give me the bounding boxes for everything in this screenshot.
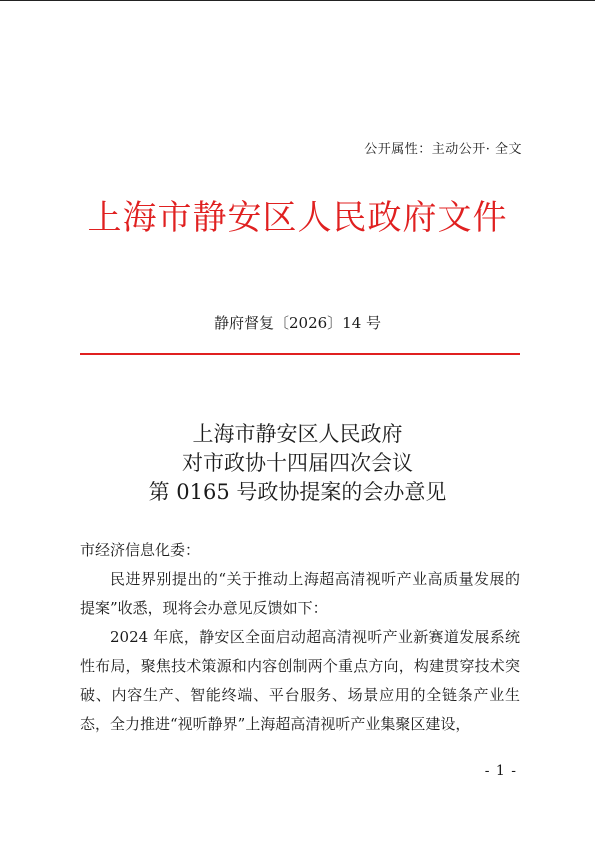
- disclosure-attribute: 公开属性：主动公开· 全文: [364, 142, 522, 157]
- addressee: 市经济信息化委：: [80, 541, 201, 559]
- document-body: [80, 536, 520, 739]
- document-header-title: 上海市静安区人民政府文件: [87, 198, 508, 238]
- red-separator-line: [80, 353, 520, 355]
- body-paragraph: 民进界别提出的“关于推动上海超高清视听产业高质量发展的提案”收悉，现将会办意见反馈如下：: [80, 570, 520, 617]
- document-number: 静府督复〔2026〕14 号: [213, 314, 382, 332]
- document-title: [0, 420, 595, 507]
- title-line-1: 上海市静安区人民政府: [192, 422, 403, 446]
- body-paragraph: 2024 年底，静安区全面启动超高清视听产业新赛道发展系统性布局，聚焦技术策源和内容创制两个重点方向，构建贯穿技术突破、内容生产、智能终端、平台服务、场景应用的全链条产业生态，全力推进“视听静界”上海超高清视听产业集聚区建设，: [80, 628, 520, 733]
- title-line-2: 对市政协十四届四次会议: [182, 451, 413, 475]
- top-border-line: [0, 0, 595, 1]
- page-number: - 1 -: [484, 763, 517, 779]
- title-line-3: 第 0165 号政协提案的会办意见: [148, 480, 447, 504]
